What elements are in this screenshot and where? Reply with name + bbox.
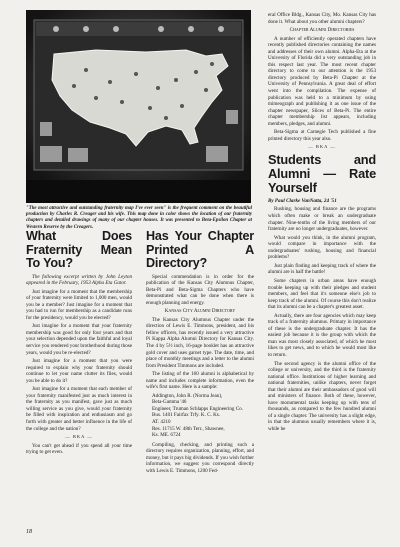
- paragraph: Just imagine for a moment that each member of your fraternity manifested just as much interest in the fraternity as you manifest, gave just as much willing service as you give, would your fraternity be filled with inspiration and enthusiasm and go forth with greater and better influence in the life of the college and the nation?: [26, 386, 132, 432]
- byline-fraternity-meaning: The following excerpt written by John Leyton appeared in the February, 1953 Alpha Eta Gator.: [26, 273, 132, 287]
- address-line: Addington, John R. (Norma Jean),: [152, 392, 223, 399]
- paragraph: Just imagine for a moment that the membership of your fraternity were limited to 1,000 men, would you be a member? Just imagine for a moment that you had to run for membership as a candidate runs for the presidency, would you be elected?: [26, 288, 132, 321]
- paragraph: Rushing, housing and finance are the programs which often make or break an undergraduate chapter. Nine-tenths of the living members of our fraternity are no longer undergraduates, however.: [268, 206, 376, 233]
- article-continued: [268, 12, 376, 435]
- address-line: Res. 11715 W. 48th Terr., Shawnee,: [152, 425, 225, 432]
- article-fraternity-meaning: [26, 230, 132, 458]
- paragraph: A number of efficiently operated chapters have recently published directories containing the names and addresses of their own alumni. Alpha-Eta at the University of Florida did a very outstanding job in this respect last year. The most recent chapter directory to come to our attention is the 1953 directory produced by Beta-Pi Chapter at the University of Pennsylvania. A great deal of effort went into the compilation. The expense of publication was held to a minimum by using mimeograph and publishing it as one issue of the chapter newspaper, Slices of Beta-Pi. The entire chapter membership list appears, including members, pledges, and alumni.: [268, 35, 376, 127]
- paragraph: Just imagine for a moment that your fraternity membership was good for only four years and that your selection depended upon the faithful and loyal service you rendered your brotherhood during those years, would you be re-elected?: [26, 323, 132, 356]
- paragraph: The listing of the 160 alumni is alphabetical by name and includes complete information, even the wife's first name. Here is a sample:: [146, 371, 254, 391]
- paragraph: The Kansas City Alumnus Chapter under the direction of Lewis E. Timmons, president, and his fellow officers, has recently issued a very attractive Pi Kappa Alpha Alumni Directory for Kansas City. The 4 by 5½ inch, 16-page booklet has an attractive gold cover and uses garnet type. The date, time, and place of monthly meetings and a letter to the alumni from President Timmons are included.: [146, 316, 254, 369]
- address-line: Beta-Gamma '46: [152, 399, 187, 406]
- address-line: Bus. 1401 Fairfax Trfy. K. C. Ks.: [152, 412, 221, 419]
- subhead-chapter-alumni-directories: Chapter Alumni Directories: [289, 27, 355, 34]
- address-line: AT. 4210: [152, 418, 171, 425]
- section-divider: — BKA —: [65, 434, 93, 440]
- map-caption: "The most attractive and outstanding fraternity map I've ever seen" is the frequent comment on the beautiful production by Charles R. Creager and his wife. This map done in color shows the location of our fraternity chapters and detailed drawings of many of our chapter houses. It was presented to Beta-Epsilon Chapter at Western Reserve by the Creagers.: [26, 206, 252, 230]
- paragraph-intro: Special commendation is in order for the publication of the Kansas City Alumnus Chapter, Beta-Pi and Beta-Sigma Chapters who have demonstrated what can be done when there is enough planning and energy.: [146, 273, 254, 306]
- section-divider: — BKA —: [308, 144, 336, 150]
- paragraph: What would you think, in the alumni program, would compare in importance with the undergraduates' rushing, housing and financial problems?: [268, 234, 376, 261]
- byline-rate-yourself: By Paul Clarke VanNatta, 24 '51: [268, 197, 337, 204]
- paragraph: Just imagine for a moment that you were required to explain why your fraternity should continue to let your name clutter its files, would you be able to do it?: [26, 358, 132, 384]
- address-line: Engineer, Truman Schlapps Engineering Co.: [152, 405, 243, 412]
- headline-fraternity-meaning: What Does Fraternity Mean To You?: [26, 229, 132, 270]
- headline-rate-yourself: Students and Alumni — Rate Yourself: [268, 151, 376, 195]
- paragraph: Compiling, checking, and printing such a directory requires organization, planning, effort, and money, but it pays big dividends. If you wish further information, we suggest you correspond directly with Lewis E. Timmons, 1200 Fed-: [146, 441, 254, 474]
- usa-map-photo-icon: [26, 10, 251, 203]
- article-chapter-directory: [146, 230, 254, 476]
- paragraph: You can't get ahead if you spend all your time trying to get even.: [26, 442, 132, 456]
- paragraph: The second agency is the alumni office of the college or university, and the third is the fraternity national office. Institutions of higher learning and national fraternities, unlike chapters, never forget that their alumni are their ambassadors of good will and ministers of finance. Both of these, however, have monumental tasks keeping up with tens of thousands, as compared to the few hundred alumni of a single chapter. The university has a slight edge, in that the alumnus usually remembers where it is, while he: [268, 360, 376, 432]
- paragraph: Just plain finding and keeping track of where the alumni are is half the battle!: [268, 262, 376, 276]
- paragraph: Beta-Sigma at Carnegie Tech published a fine printed directory this year also.: [268, 129, 376, 142]
- page-number: 18: [26, 529, 32, 535]
- subhead-kansas-city: Kansas City Alumni Directory: [164, 308, 236, 315]
- paragraph: Some chapters in urban areas have enough trouble keeping up with their pledges and student members, and feel that it's someone else's job to keep track of the alumni. Of course this don't realize that its alumni can be a chapter's greatest asset.: [268, 277, 376, 311]
- fraternity-map-photo: [26, 10, 251, 203]
- headline-chapter-directory: Has Your Chapter Printed A Directory?: [146, 229, 254, 270]
- address-line: Ks. ME. 6724: [152, 432, 181, 439]
- paragraph: eral Office Bldg., Kansas City, Mo. Kansas City has done it. What about you other alumni chapters?: [268, 12, 376, 25]
- sample-address-listing: [146, 393, 254, 439]
- paragraph: Actually, there are four agencies which may keep track of a fraternity alumnus. Primary in importance of these is the undergraduate chapter. It has the easiest job because it is the group with which the man was most closely associated, of which he most likes to get news, and to which he would most like to return.: [268, 312, 376, 358]
